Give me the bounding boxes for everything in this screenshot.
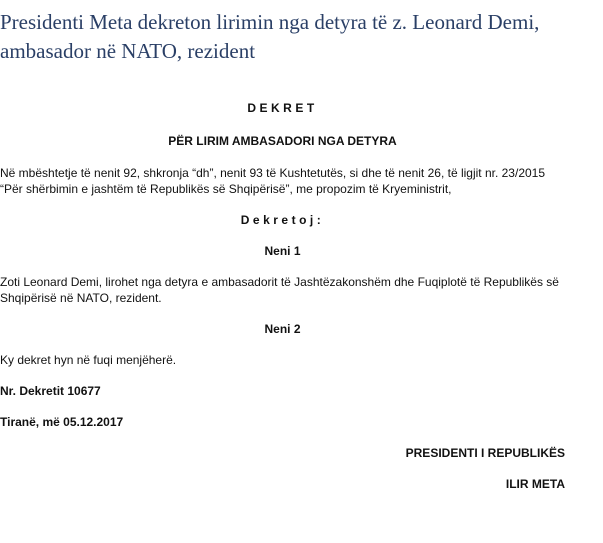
decree-number: Nr. Dekretit 10677 (0, 384, 101, 398)
decree-preamble: Në mbështetje të nenit 92, shkronja “dh”, nenit 93 të Kushtetutës, si dhe të nenit 26, të ligjit nr. 23/2015 “Për shërbimin e jashtëm të Republikës së Shqipërisë”, me propozim të Kryeministrit, (0, 166, 546, 196)
article-1-text: Zoti Leonard Demi, lirohet nga detyra e ambasadorit të Jashtëzakonshëm dhe Fuqiplotë të Republikës së Shqipërisë në NATO, rezident. (0, 275, 559, 305)
place-date: Tiranë, më 05.12.2017 (0, 415, 124, 429)
signatory-name: ILIR META (505, 477, 565, 491)
signatory-title: PRESIDENTI I REPUBLIKËS (405, 446, 565, 460)
decreto-heading: Dekretoj: (240, 213, 325, 227)
decree-body (0, 100, 565, 492)
article-2-text: Ky dekret hyn në fuqi menjëherë. (0, 353, 177, 367)
decree-subtitle: PËR LIRIM AMBASADORI NGA DETYRA (168, 134, 397, 148)
article-2-heading: Neni 2 (264, 322, 301, 336)
decree-title: DEKRET (247, 101, 318, 115)
article-headline: Presidenti Meta dekreton lirimin nga detyra të z. Leonard Demi, ambasador në NATO, rezident (0, 10, 540, 63)
article-1-heading: Neni 1 (264, 244, 301, 258)
